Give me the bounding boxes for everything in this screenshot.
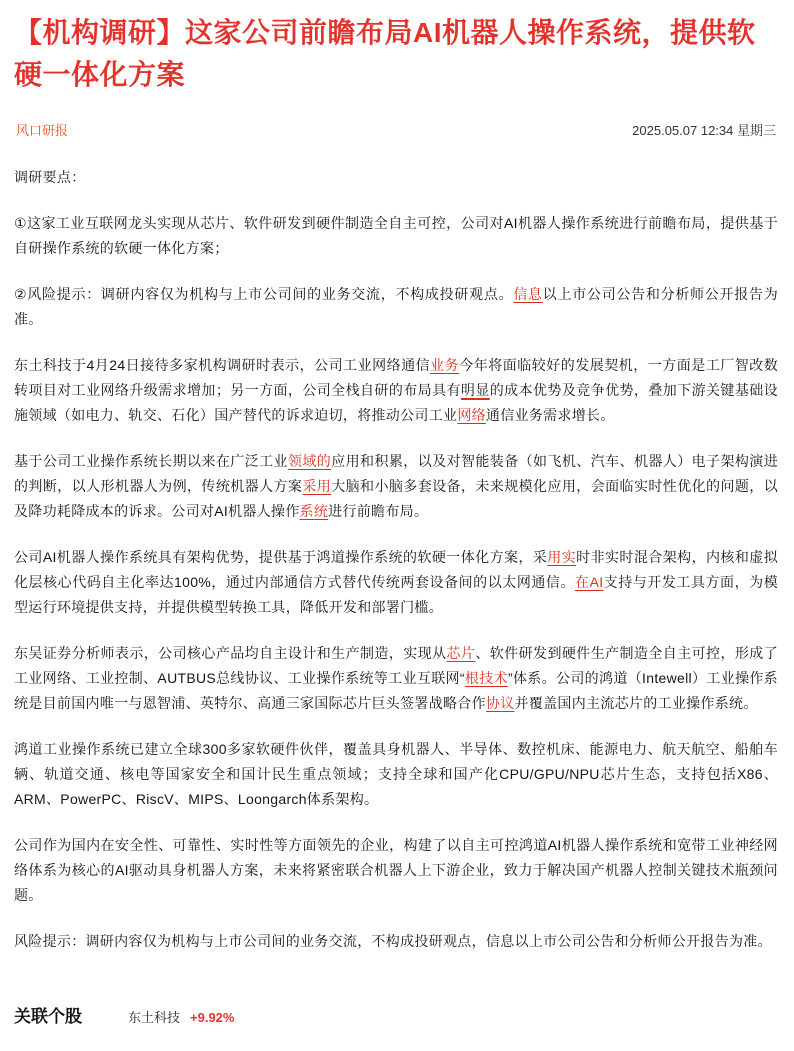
related-stocks-list: [128, 1007, 234, 1026]
paragraph-text: 通信业务需求增长。: [485, 407, 615, 423]
article-meta: [16, 120, 776, 139]
article-paragraph: [14, 211, 778, 261]
related-stocks-section: [14, 1002, 778, 1027]
article-paragraph: [14, 449, 778, 524]
annotated-text-red: 采用: [302, 478, 332, 494]
paragraph-text: 东土科技于4月24日接待多家机构调研时表示，公司工业网络通信: [14, 357, 431, 373]
stock-name[interactable]: 东土科技: [128, 1010, 181, 1025]
paragraph-text: 公司作为国内在安全性、可靠性、实时性等方面领先的企业，构建了以自主可控鸿道AI机器人操作系统和宽带工业神经网络体系为核心的AI驱动具身机器人方案，未来将紧密联合机器人上下游企业，致力于解决国产机器人控制关键技术瓶颈问题。: [14, 837, 778, 903]
paragraph-text: 东吴证券分析师表示，公司核心产品均自主设计和生产制造，实现从: [14, 645, 447, 661]
annotated-text-red: 信息: [513, 286, 543, 302]
paragraph-text: ②风险提示：调研内容仅为机构与上市公司间的业务交流，不构成投研观点。: [14, 286, 514, 302]
paragraph-text: 的成本优势及竞争优势，叠加下游关键基础设施领域（如电力、轨交、石化）国产替代的诉求迫切，将推动公司工业: [14, 382, 778, 423]
annotated-text-red: 系统: [299, 503, 329, 519]
paragraph-text: 大脑和小脑多套设备，未来规模化应用，会面临实时性优化的问题，以及降功耗降成本的诉求。公司对AI机器人操作: [14, 478, 778, 519]
paragraph-text: 今年将面临较好的发展契机，一方面是工厂智改数转项目对工业网络升级需求增加；另一方面，公司全栈自研的布局具有: [14, 357, 778, 398]
article-paragraph: [14, 929, 778, 954]
paragraph-text: 鸿道工业操作系统已建立全球300多家软硬件伙伴，覆盖具身机器人、半导体、数控机床、能源电力、航天航空、船舶车辆、轨道交通、核电等国家安全和国计民生重点领域；支持全球和国产化CPU/GPU/NPU芯片生态，支持包括X86、ARM、PowerPC、RiscV、MIPS、Loongarch体系架构。: [14, 741, 778, 807]
article-paragraph: [14, 737, 778, 812]
annotated-text-red: 芯片: [446, 645, 476, 661]
paragraph-text: 风险提示：调研内容仅为机构与上市公司间的业务交流，不构成投研观点，信息以上市公司公告和分析师公开报告为准。: [14, 933, 772, 949]
paragraph-text: 调研要点：: [14, 169, 86, 185]
article-paragraph: [14, 545, 778, 620]
paragraph-text: 并覆盖国内主流芯片的工业操作系统。: [514, 695, 758, 711]
annotated-text-red: 协议: [485, 695, 515, 711]
stock-item[interactable]: [128, 1007, 234, 1026]
paragraph-text: ”体系。公司的鸿道（Intewell）工业操作系统是目前国内唯一与恩智浦、英特尔、高通三家国际芯片巨头签署战略合作: [14, 670, 778, 711]
article-paragraph: [14, 353, 778, 428]
article-paragraph: [14, 165, 778, 190]
paragraph-text: 进行前瞻布局。: [328, 503, 429, 519]
article-title: 【机构调研】这家公司前瞻布局AI机器人操作系统，提供软硬一体化方案: [14, 17, 756, 90]
paragraph-text: ①这家工业互联网龙头实现从芯片、软件研发到硬件制造全自主可控，公司对AI机器人操作系统进行前瞻布局，提供基于自研操作系统的软硬一体化方案；: [14, 215, 778, 256]
article-body: [14, 165, 778, 954]
annotated-text-underline: 明显: [460, 382, 490, 398]
paragraph-text: 支持与开发工具方面，为模型运行环境提供支持，并提供模型转换工具，降低开发和部署门槛。: [14, 574, 778, 615]
publish-datetime: 2025.05.07 12:34 星期三: [632, 123, 776, 138]
annotated-text-red: 业务: [430, 357, 460, 373]
annotated-text-red: 在AI: [575, 574, 604, 590]
paragraph-text: 应用和积累，以及对智能装备（如飞机、汽车、机器人）电子架构演进的判断，以人形机器人为例，传统机器人方案: [14, 453, 778, 494]
related-stocks-title: 关联个股: [14, 1007, 82, 1026]
annotated-text-red: 根技术: [464, 670, 508, 686]
paragraph-text: 时非实时混合架构，内核和虚拟化层核心代码自主化率达100%，通过内部通信方式替代传统两套设备间的以太网通信。: [14, 549, 778, 590]
paragraph-text: 、软件研发到硬件生产制造全自主可控，形成了工业网络、工业控制、AUTBUS总线协议、工业操作系统等工业互联网“: [14, 645, 778, 686]
article-paragraph: [14, 833, 778, 908]
stock-change: +9.92%: [190, 1010, 235, 1025]
article-paragraph: [14, 282, 778, 332]
paragraph-text: 基于公司工业操作系统长期以来在广泛工业: [14, 453, 288, 469]
source-tag[interactable]: 风口研报: [16, 123, 69, 138]
annotated-text-red: 网络: [457, 407, 486, 423]
annotated-text-red: 用实: [547, 549, 577, 565]
article-paragraph: [14, 641, 778, 716]
annotated-text-red: 领域的: [287, 453, 332, 469]
paragraph-text: 公司AI机器人操作系统具有架构优势，提供基于鸿道操作系统的软硬一体化方案，采: [14, 549, 548, 565]
paragraph-text: 以上市公司公告和分析师公开报告为准。: [14, 286, 779, 327]
